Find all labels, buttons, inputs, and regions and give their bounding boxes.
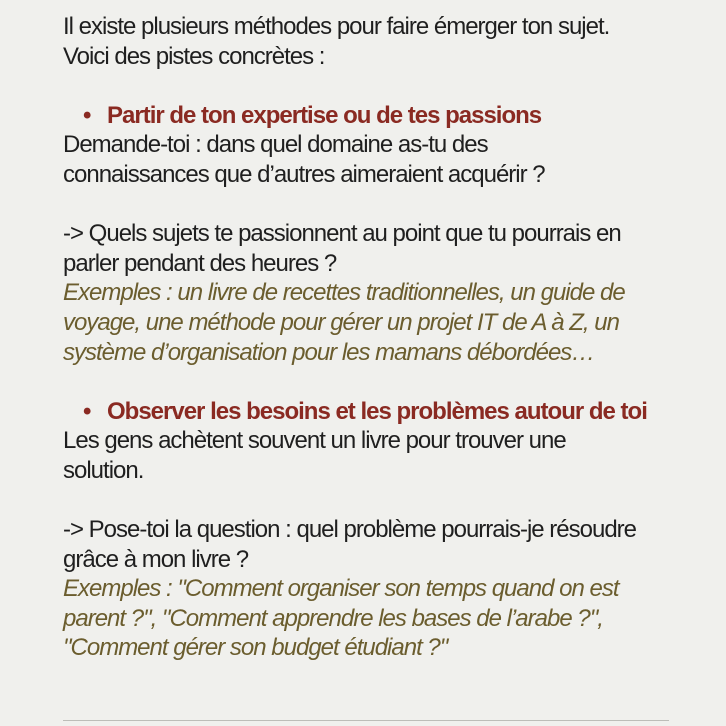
section-1-title: Partir de ton expertise ou de tes passions	[107, 101, 542, 129]
section-1-heading	[63, 101, 666, 131]
section-2-question-line-2: grâce à mon livre ?	[63, 545, 249, 573]
section-2-question-line-1: -> Pose-toi la question : quel problème pourrais-je résoudre	[63, 516, 637, 544]
spacer	[63, 367, 666, 397]
intro-line-2: Voici des pistes concrètes :	[63, 42, 325, 70]
bullet-icon: •	[83, 397, 91, 425]
divider	[63, 720, 669, 721]
spacer	[63, 486, 666, 516]
section-1-question-line-1: -> Quels sujets te passionnent au point que tu pourrais en	[63, 220, 621, 248]
section-1-examples-line-2: voyage, une méthode pour gérer un projet IT de A à Z, un	[63, 308, 619, 336]
section-2-desc-line-1: Les gens achètent souvent un livre pour trouver une	[63, 427, 566, 455]
spacer	[63, 190, 666, 220]
section-1-examples-line-1: Exemples : un livre de recettes traditionnelles, un guide de	[63, 279, 625, 307]
section-2-examples-line-2: parent ?", "Comment apprendre les bases de l’arabe ?",	[63, 604, 603, 632]
section-2-heading	[63, 397, 666, 427]
section-1-question-line-2: parler pendant des heures ?	[63, 249, 337, 277]
section-1-desc-line-2: connaissances que d’autres aimeraient acquérir ?	[63, 160, 545, 188]
section-2-examples-line-3: "Comment gérer son budget étudiant ?"	[63, 634, 448, 662]
section-2-examples-line-1: Exemples : "Comment organiser son temps quand on est	[63, 575, 619, 603]
section-2-title: Observer les besoins et les problèmes autour de toi	[107, 397, 647, 425]
section-2-desc-line-2: solution.	[63, 456, 144, 484]
intro-line-1: Il existe plusieurs méthodes pour faire émerger ton sujet.	[63, 13, 610, 40]
bullet-icon: •	[83, 101, 91, 129]
spacer	[63, 71, 666, 101]
section-1-desc-line-1: Demande-toi : dans quel domaine as-tu des	[63, 131, 488, 159]
section-1-examples-line-3: système d’organisation pour les mamans débordées…	[63, 338, 595, 366]
